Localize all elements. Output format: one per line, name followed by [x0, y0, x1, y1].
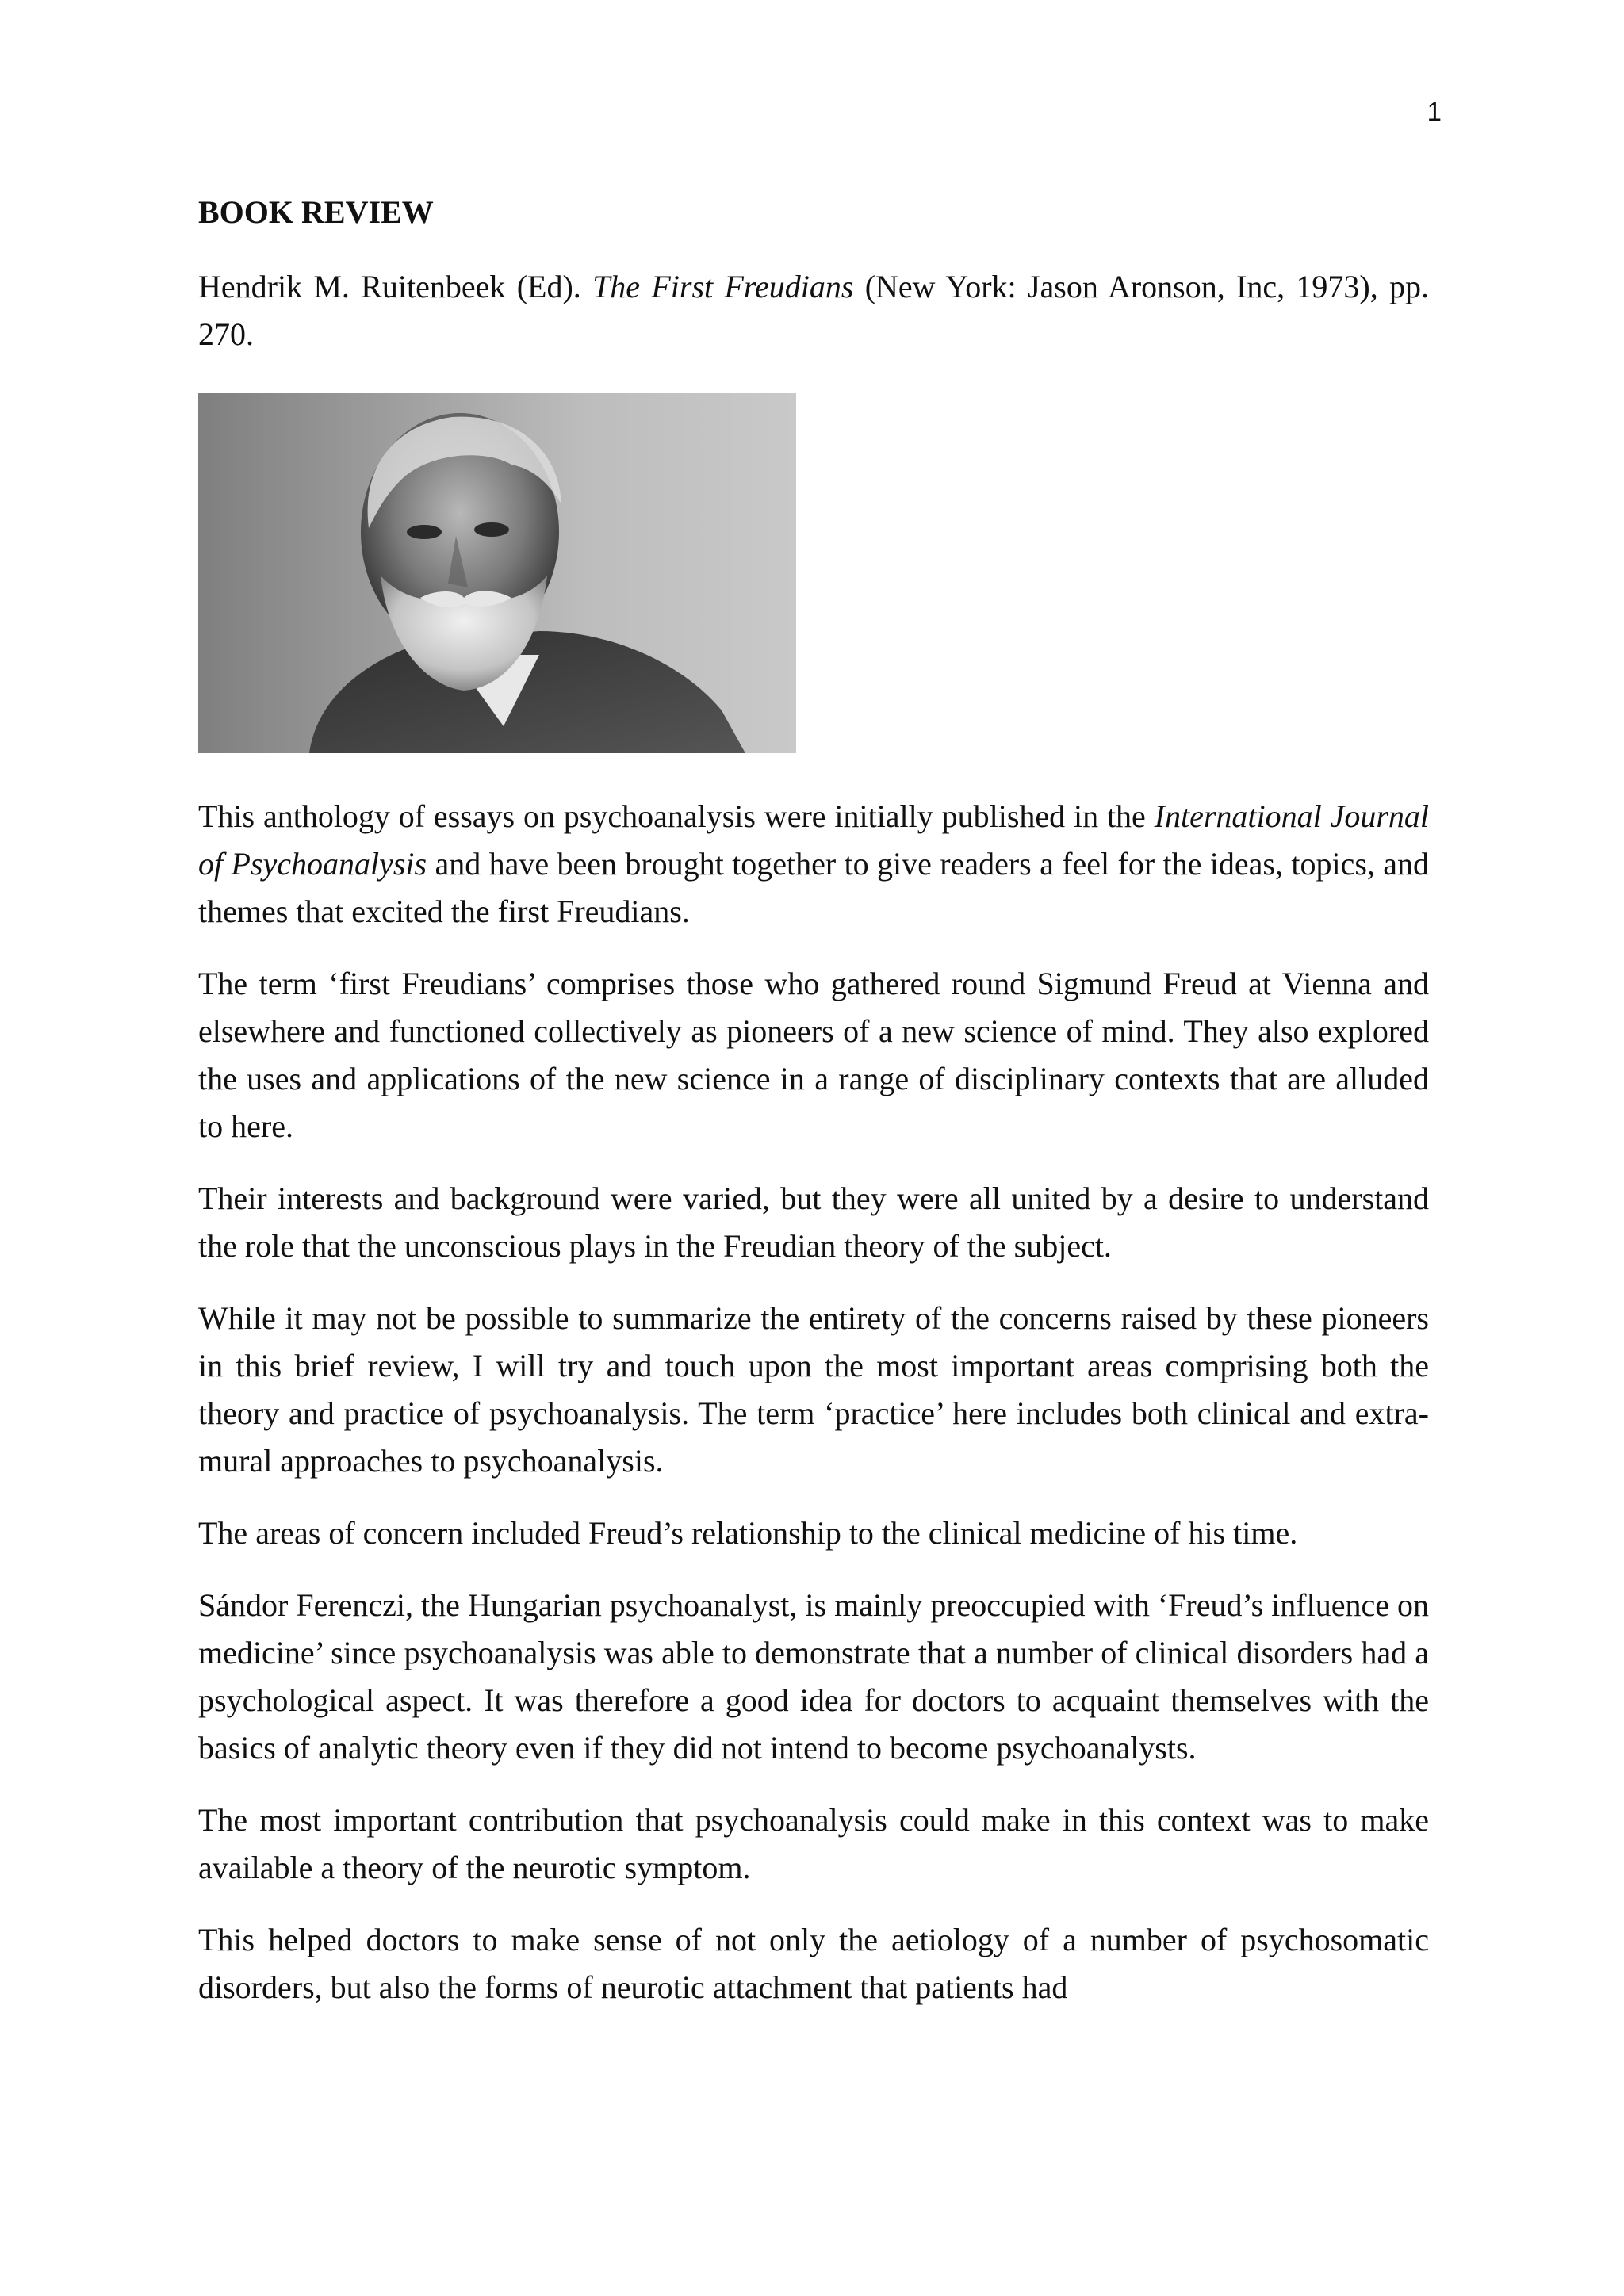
page-number: 1 — [1427, 97, 1442, 126]
document-body — [198, 189, 1429, 2036]
portrait-photo — [198, 393, 796, 753]
paragraph-1 — [198, 793, 1429, 936]
paragraph-8: This helped doctors to make sense of not only the aetiology of a number of psychosomatic disorders, but also the forms of neurotic attachment that patients had — [198, 1922, 1429, 2005]
paragraph-1-text-start: This anthology of essays on psychoanalysis were initially published in the — [198, 798, 1155, 834]
paragraph-7: The most important contribution that psychoanalysis could make in this context was to make available a theory of the neurotic symptom. — [198, 1802, 1429, 1885]
paragraph-1-text-end: and have been brought together to give readers a feel for the ideas, topics, and themes that excited the first Freudians. — [198, 846, 1430, 929]
citation-editor: Hendrik M. Ruitenbeek (Ed). — [198, 269, 593, 304]
paragraph-3: Their interests and background were varied, but they were all united by a desire to understand the role that the unconscious plays in the Freudian theory of the subject. — [198, 1181, 1429, 1264]
citation-publication: (New York: Jason Aronson, Inc, 1973), pp. 270. — [198, 269, 1429, 352]
journal-title: International Journal of Psychoanalysis — [198, 798, 1429, 882]
book-citation — [198, 263, 1429, 358]
paragraph-6: Sándor Ferenczi, the Hungarian psychoanalyst, is mainly preoccupied with ‘Freud’s influence on medicine’ since psychoanalysis was able to demonstrate that a number of clinical disorders had a psychological aspect. It was therefore a good idea for doctors to acquaint themselves with the basics of analytic theory even if they did not intend to become psychoanalysts. — [198, 1587, 1429, 1766]
portrait-icon — [198, 393, 796, 753]
document-heading: BOOK REVIEW — [198, 194, 434, 230]
paragraph-5: The areas of concern included Freud’s relationship to the clinical medicine of his time. — [198, 1515, 1298, 1551]
paragraph-2: The term ‘first Freudians’ comprises those who gathered round Sigmund Freud at Vienna and elsewhere and functioned collectively as pioneers of a new science of mind. They also explored the uses and applications of the new science in a range of disciplinary contexts that are alluded to here. — [198, 966, 1429, 1144]
book-title: The First Freudians — [592, 269, 854, 304]
paragraph-4: While it may not be possible to summarize the entirety of the concerns raised by these pioneers in this brief review, I will try and touch upon the most important areas comprising both the theory and practice of psychoanalysis. The term ‘practice’ here includes both clinical and extra-mural approaches to psychoanalysis. — [198, 1300, 1429, 1479]
